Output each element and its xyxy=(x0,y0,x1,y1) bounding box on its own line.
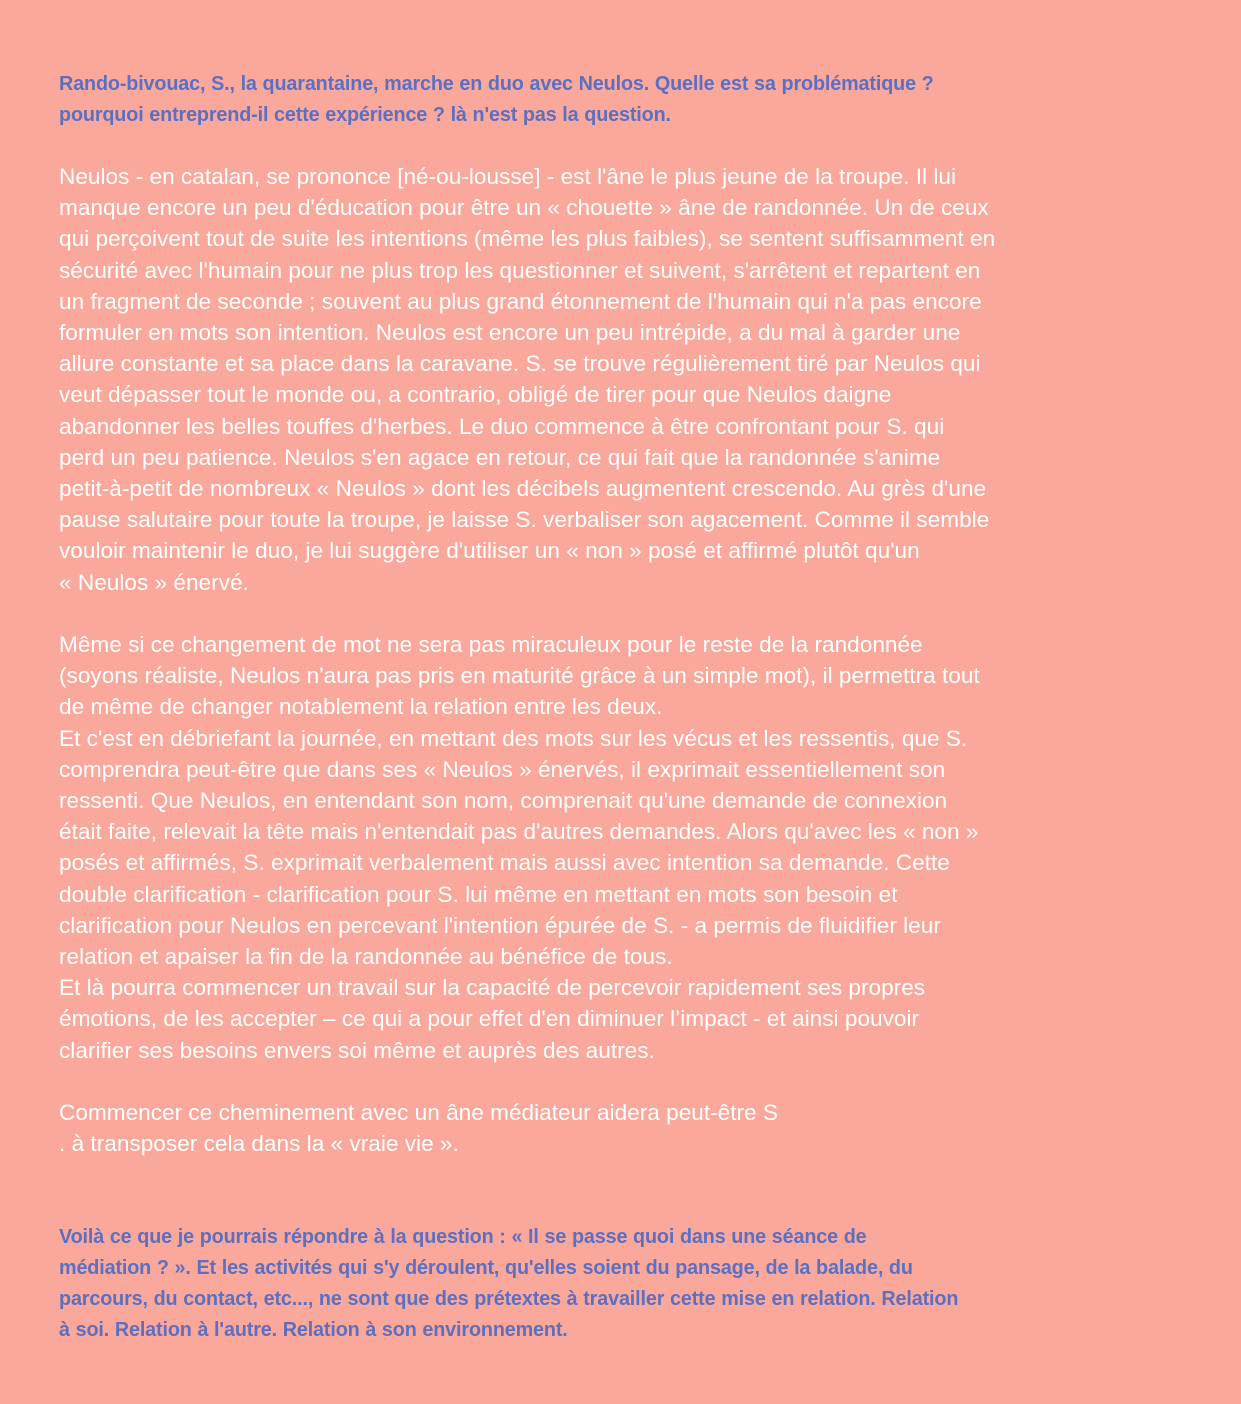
body-line: sécurité avec l'humain pour ne plus trop les questionner et suivent, s'arrêtent et repartent en xyxy=(59,257,981,283)
paragraph-spacer xyxy=(59,1190,1181,1221)
body-line: abandonner les belles touffes d'herbes. Le duo commence à être confrontant pour S. qui xyxy=(59,413,945,439)
body-line: veut dépasser tout le monde ou, a contrario, obligé de tirer pour que Neulos daigne xyxy=(59,382,892,408)
closing-line: médiation ? ». Et les activités qui s'y déroulent, qu'elles soient du pansage, de la balade, du xyxy=(59,1256,913,1280)
body-line: vouloir maintenir le duo, je lui suggère d'utiliser un « non » posé et affirmé plutôt qu'un xyxy=(59,538,920,564)
body-line: comprendra peut-être que dans ses « Neulos » énervés, il exprimait essentiellement son xyxy=(59,756,946,782)
body-line: un fragment de seconde ; souvent au plus grand étonnement de l'humain qui n'a pas encore xyxy=(59,288,982,314)
body-line: Et là pourra commencer un travail sur la capacité de percevoir rapidement ses propres xyxy=(59,975,926,1001)
body-line: manque encore un peu d'éducation pour être un « chouette » âne de randonnée. Un de ceux xyxy=(59,195,989,221)
paragraph-spacer xyxy=(59,1066,1177,1097)
body-line: pause salutaire pour toute la troupe, je laisse S. verbaliser son agacement. Comme il semble xyxy=(59,507,990,533)
paragraph-spacer xyxy=(59,130,1181,161)
body-line: Commencer ce cheminement avec un âne médiateur aidera peut-être S xyxy=(59,1100,779,1126)
intro-heading-line: Rando-bivouac, S., la quarantaine, marche en duo avec Neulos. Quelle est sa problématique ? xyxy=(59,72,934,95)
body-line: de même de changer notablement la relation entre les deux. xyxy=(59,694,663,720)
body-line: posés et affirmés, S. exprimait verbalement mais aussi avec intention sa demande. Cette xyxy=(59,850,950,876)
paragraph-3 xyxy=(59,1066,1177,1160)
closing-line: Voilà ce que je pourrais répondre à la question : « Il se passe quoi dans une séance de xyxy=(59,1225,867,1249)
body-line: émotions, de les accepter – ce qui a pour effet d'en diminuer l’impact - et ainsi pouvoir xyxy=(59,1006,920,1032)
body-line: allure constante et sa place dans la caravane. S. se trouve régulièrement tiré par Neulos qui xyxy=(59,351,981,377)
body-line: formuler en mots son intention. Neulos est encore un peu intrépide, a du mal à garder une xyxy=(59,320,961,346)
body-line: ressenti. Que Neulos, en entendant son nom, comprenait qu'une demande de connexion xyxy=(59,788,948,814)
body-line: Neulos - en catalan, se prononce [né-ou-lousse] - est l'âne le plus jeune de la troupe. Il lui xyxy=(59,164,956,189)
body-line: Même si ce changement de mot ne sera pas miraculeux pour le reste de la randonnée xyxy=(59,632,923,658)
intro-heading-line: pourquoi entreprend-il cette expérience ? là n'est pas la question. xyxy=(59,103,671,126)
body-line: . à transposer cela dans la « vraie vie ». xyxy=(59,1131,459,1157)
body-line: « Neulos » énervé. xyxy=(59,569,249,595)
body-line: était faite, relevait la tête mais n'entendait pas d'autres demandes. Alors qu'avec les « non » xyxy=(59,819,979,845)
body-line: clarifier ses besoins envers soi même et auprès des autres. xyxy=(59,1037,655,1063)
body-line: perd un peu patience. Neulos s'en agace en retour, ce qui fait que la randonnée s'anime xyxy=(59,444,941,470)
body-line: double clarification - clarification pour S. lui même en mettant en mots son besoin et xyxy=(59,881,898,907)
body-line: clarification pour Neulos en percevant l'intention épurée de S. - a permis de fluidifier leur xyxy=(59,912,941,938)
body-line: (soyons réaliste, Neulos n'aura pas pris en maturité grâce à un simple mot), il permettra tout xyxy=(59,663,980,689)
body-line: Et c'est en débriefant la journée, en mettant des mots sur les vécus et les ressentis, que S. xyxy=(59,725,968,751)
body-line: qui perçoivent tout de suite les intentions (même les plus faibles), se sentent suffisamment en xyxy=(59,226,996,252)
closing-statement xyxy=(59,1221,1142,1345)
closing-line: à soi. Relation à l'autre. Relation à son environnement. xyxy=(59,1318,568,1342)
body-line: relation et apaiser la fin de la randonnée au bénéfice de tous. xyxy=(59,944,673,970)
paragraph-spacer xyxy=(59,1159,1181,1190)
body-line: petit-à-petit de nombreux « Neulos » dont les décibels augmentent crescendo. Au grès d'une xyxy=(59,476,987,502)
paragraph-spacer xyxy=(59,598,1177,629)
paragraph-2 xyxy=(59,598,1177,1066)
paragraph-1 xyxy=(59,161,1177,598)
intro-heading xyxy=(59,68,1142,130)
closing-line: parcours, du contact, etc..., ne sont que des prétextes à travailler cette mise en relation. Relation xyxy=(59,1287,959,1311)
